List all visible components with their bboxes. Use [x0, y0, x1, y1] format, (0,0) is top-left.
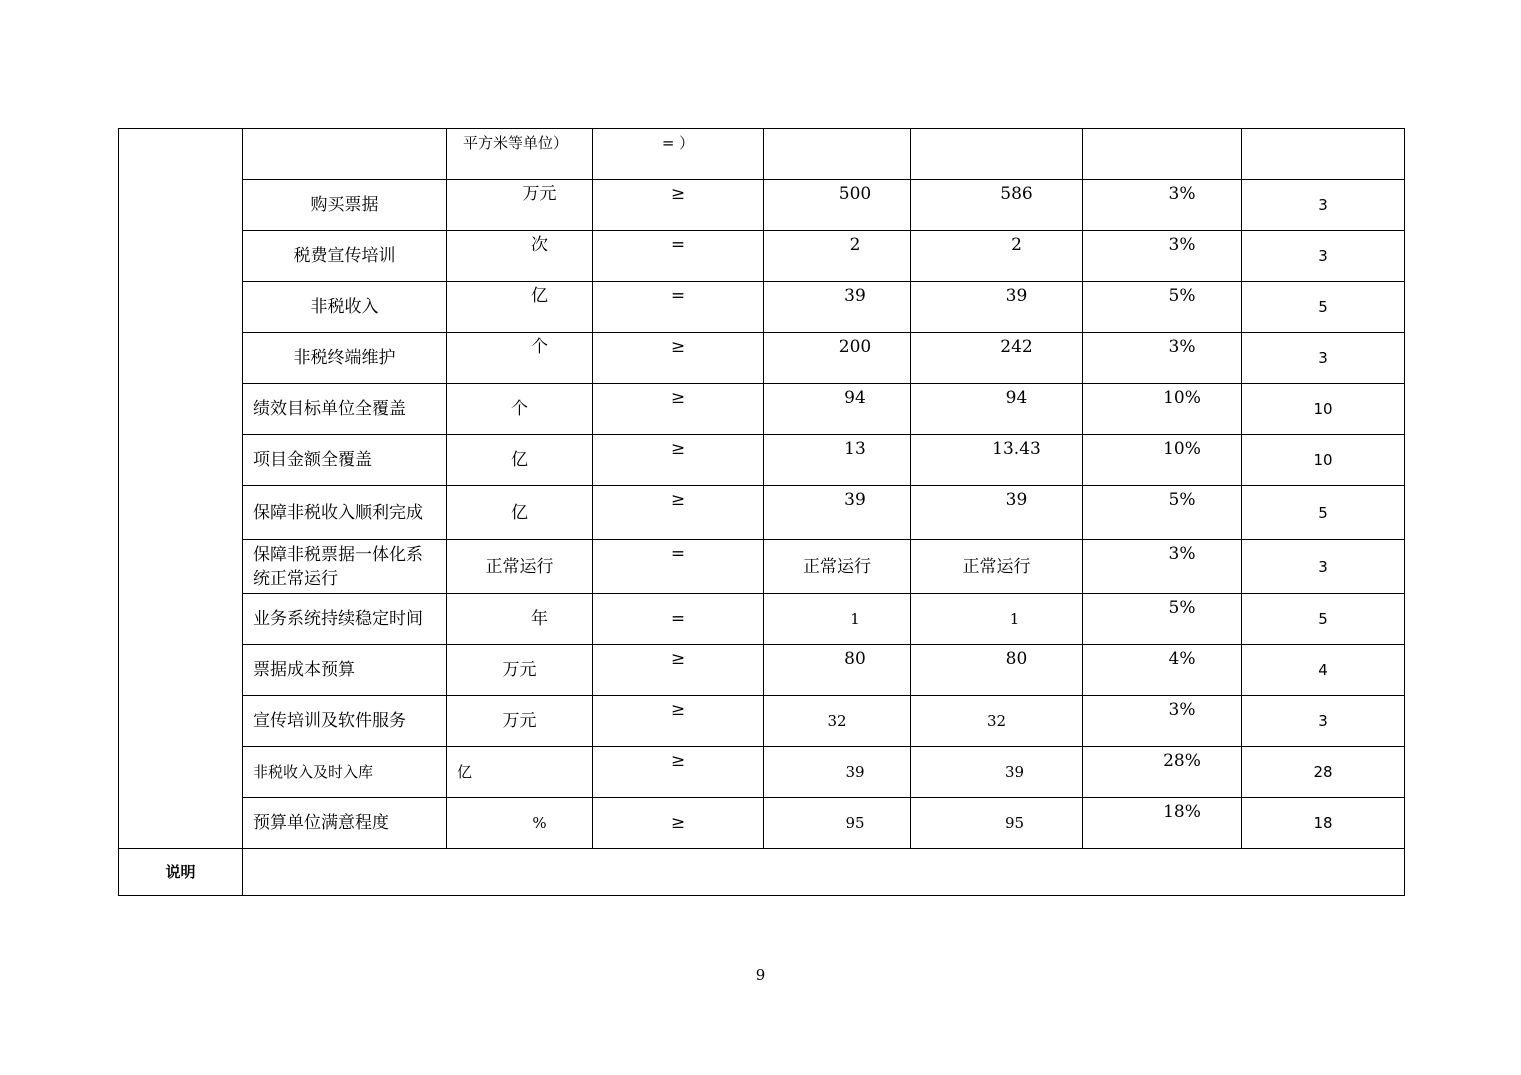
target-cell: 500: [764, 180, 911, 231]
score-cell: 3: [1242, 180, 1405, 231]
unit-cell: 次: [447, 231, 593, 282]
unit-cell: %: [447, 798, 593, 849]
score-cell: 4: [1242, 645, 1405, 696]
table-row: [119, 696, 1405, 747]
table-row: [119, 384, 1405, 435]
weight-cell: 18%: [1083, 798, 1242, 849]
target-cell: 95: [764, 798, 911, 849]
table-row: [119, 180, 1405, 231]
weight-cell: 28%: [1083, 747, 1242, 798]
weight-cell: [1083, 129, 1242, 180]
indicator-cell: 保障非税收入顺利完成: [243, 486, 447, 540]
table-row: [119, 849, 1405, 896]
weight-cell: 4%: [1083, 645, 1242, 696]
indicator-cell: 业务系统持续稳定时间: [243, 594, 447, 645]
operator-cell: ≥: [593, 384, 764, 435]
page-number: 9: [755, 966, 766, 984]
table-row: [119, 282, 1405, 333]
unit-cell: 正常运行: [447, 540, 593, 594]
table-row: [119, 594, 1405, 645]
indicator-cell: 预算单位满意程度: [243, 798, 447, 849]
actual-cell: 1: [911, 594, 1083, 645]
indicator-cell: 宣传培训及软件服务: [243, 696, 447, 747]
actual-cell: 95: [911, 798, 1083, 849]
note-value: [243, 849, 1405, 896]
unit-cell: 个: [447, 384, 593, 435]
unit-cell: 亿: [447, 747, 593, 798]
operator-cell: ≥: [593, 798, 764, 849]
actual-cell: 13.43: [911, 435, 1083, 486]
target-cell: 39: [764, 486, 911, 540]
weight-cell: 10%: [1083, 435, 1242, 486]
unit-cell: 万元: [447, 180, 593, 231]
table-row: [119, 645, 1405, 696]
score-cell: 5: [1242, 282, 1405, 333]
target-cell: 39: [764, 282, 911, 333]
weight-cell: 3%: [1083, 180, 1242, 231]
target-cell: 正常运行: [764, 540, 911, 594]
operator-cell: ≥: [593, 333, 764, 384]
indicator-cell: 保障非税票据一体化系统正常运行: [243, 540, 447, 594]
operator-cell: =: [593, 231, 764, 282]
unit-cell: 亿: [447, 486, 593, 540]
performance-table: [118, 128, 1405, 896]
category-cell: [119, 129, 243, 849]
actual-cell: 39: [911, 282, 1083, 333]
indicator-cell: 购买票据: [243, 180, 447, 231]
operator-cell: = ）: [593, 129, 764, 180]
weight-cell: 10%: [1083, 384, 1242, 435]
score-cell: 28: [1242, 747, 1405, 798]
operator-cell: ≥: [593, 645, 764, 696]
table-row: [119, 129, 1405, 180]
weight-cell: 5%: [1083, 486, 1242, 540]
score-cell: 10: [1242, 384, 1405, 435]
weight-cell: 3%: [1083, 333, 1242, 384]
score-cell: 5: [1242, 486, 1405, 540]
actual-cell: 正常运行: [911, 540, 1083, 594]
target-cell: 1: [764, 594, 911, 645]
indicator-cell: 项目金额全覆盖: [243, 435, 447, 486]
target-cell: [764, 129, 911, 180]
target-cell: 13: [764, 435, 911, 486]
unit-cell: 平方米等单位）: [447, 129, 593, 180]
operator-cell: =: [593, 540, 764, 594]
operator-cell: ≥: [593, 435, 764, 486]
table-row: [119, 747, 1405, 798]
score-cell: 3: [1242, 540, 1405, 594]
score-cell: 5: [1242, 594, 1405, 645]
actual-cell: 94: [911, 384, 1083, 435]
actual-cell: 586: [911, 180, 1083, 231]
operator-cell: ≥: [593, 696, 764, 747]
actual-cell: 39: [911, 747, 1083, 798]
weight-cell: 5%: [1083, 594, 1242, 645]
actual-cell: [911, 129, 1083, 180]
score-cell: 3: [1242, 333, 1405, 384]
target-cell: 32: [764, 696, 911, 747]
weight-cell: 5%: [1083, 282, 1242, 333]
operator-cell: =: [593, 594, 764, 645]
table-row: [119, 486, 1405, 540]
actual-cell: 80: [911, 645, 1083, 696]
weight-cell: 3%: [1083, 696, 1242, 747]
indicator-cell: 非税收入及时入库: [243, 747, 447, 798]
target-cell: 200: [764, 333, 911, 384]
indicator-cell: 非税终端维护: [243, 333, 447, 384]
unit-cell: 亿: [447, 282, 593, 333]
target-cell: 94: [764, 384, 911, 435]
operator-cell: =: [593, 282, 764, 333]
score-cell: 18: [1242, 798, 1405, 849]
indicator-cell: 非税收入: [243, 282, 447, 333]
actual-cell: 242: [911, 333, 1083, 384]
weight-cell: 3%: [1083, 231, 1242, 282]
unit-cell: 万元: [447, 696, 593, 747]
table-row: [119, 798, 1405, 849]
table-row: [119, 435, 1405, 486]
unit-cell: 亿: [447, 435, 593, 486]
operator-cell: ≥: [593, 486, 764, 540]
score-cell: 3: [1242, 696, 1405, 747]
actual-cell: 39: [911, 486, 1083, 540]
unit-cell: 个: [447, 333, 593, 384]
actual-cell: 32: [911, 696, 1083, 747]
weight-cell: 3%: [1083, 540, 1242, 594]
indicator-cell: 税费宣传培训: [243, 231, 447, 282]
score-cell: [1242, 129, 1405, 180]
operator-cell: ≥: [593, 747, 764, 798]
score-cell: 10: [1242, 435, 1405, 486]
table-row: [119, 231, 1405, 282]
score-cell: 3: [1242, 231, 1405, 282]
indicator-cell: 绩效目标单位全覆盖: [243, 384, 447, 435]
target-cell: 39: [764, 747, 911, 798]
note-label: 说明: [119, 849, 243, 896]
target-cell: 80: [764, 645, 911, 696]
unit-cell: 万元: [447, 645, 593, 696]
actual-cell: 2: [911, 231, 1083, 282]
table-row: [119, 540, 1405, 594]
indicator-cell: 票据成本预算: [243, 645, 447, 696]
operator-cell: ≥: [593, 180, 764, 231]
table-row: [119, 333, 1405, 384]
target-cell: 2: [764, 231, 911, 282]
unit-cell: 年: [447, 594, 593, 645]
indicator-cell: [243, 129, 447, 180]
